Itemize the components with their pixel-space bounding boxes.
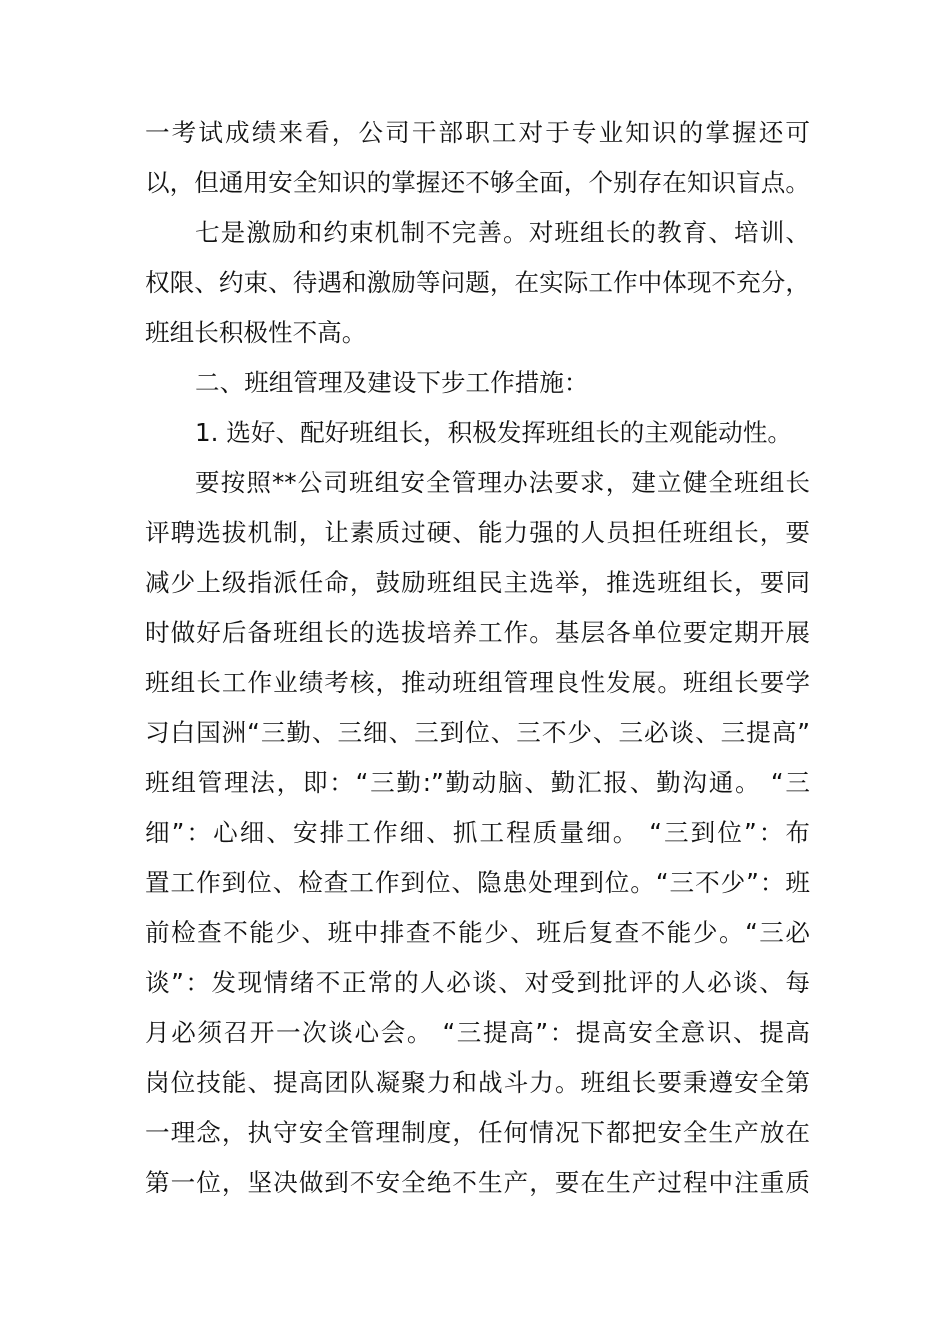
text-line-14: 班组管理法，即：“三勤:”勤动脑、勤汇报、勤沟通。 “三: [145, 768, 810, 797]
text-line-15: 细”：心细、安排工作细、抓工程质量细。 “三到位”：布: [145, 818, 810, 847]
subsection-heading: 1. 选好、配好班组长，积极发挥班组长的主观能动性。: [195, 418, 792, 447]
text-line-1: 一考试成绩来看，公司干部职工对于专业知识的掌握还可: [145, 118, 810, 147]
text-line-9: 评聘选拔机制，让素质过硬、能力强的人员担任班组长，要: [145, 518, 810, 547]
text-line-21: 一理念，执守安全管理制度，任何情况下都把安全生产放在: [145, 1118, 810, 1147]
text-line-12: 班组长工作业绩考核，推动班组管理良性发展。班组长要学: [145, 668, 810, 697]
text-line-4: 权限、约束、待遇和激励等问题，在实际工作中体现不充分，: [145, 268, 810, 297]
text-line-2: 以，但通用安全知识的掌握还不够全面，个别存在知识盲点。: [145, 168, 810, 197]
text-line-17: 前检查不能少、班中排查不能少、班后复查不能少。“三必: [145, 918, 810, 947]
text-line-20: 岗位技能、提高团队凝聚力和战斗力。班组长要秉遵安全第: [145, 1068, 810, 1097]
text-line-11: 时做好后备班组长的选拔培养工作。基层各单位要定期开展: [145, 618, 810, 647]
text-line-16: 置工作到位、检查工作到位、隐患处理到位。“三不少”：班: [145, 868, 810, 897]
text-line-19: 月必须召开一次谈心会。 “三提高”：提高安全意识、提高: [145, 1018, 810, 1047]
text-line-5: 班组长积极性不高。: [145, 318, 367, 347]
text-line-10: 减少上级指派任命，鼓励班组民主选举，推选班组长，要同: [145, 568, 810, 597]
text-line-8: 要按照**公司班组安全管理办法要求，建立健全班组长: [195, 468, 810, 497]
text-line-3: 七是激励和约束机制不完善。对班组长的教育、培训、: [195, 218, 810, 247]
section-heading: 二、班组管理及建设下步工作措施：: [195, 368, 589, 397]
text-line-13: 习白国洲“三勤、三细、三到位、三不少、三必谈、三提高”: [145, 718, 810, 747]
text-line-18: 谈”：发现情绪不正常的人必谈、对受到批评的人必谈、每: [145, 968, 810, 997]
text-line-22: 第一位，坚决做到不安全绝不生产，要在生产过程中注重质: [145, 1168, 810, 1197]
